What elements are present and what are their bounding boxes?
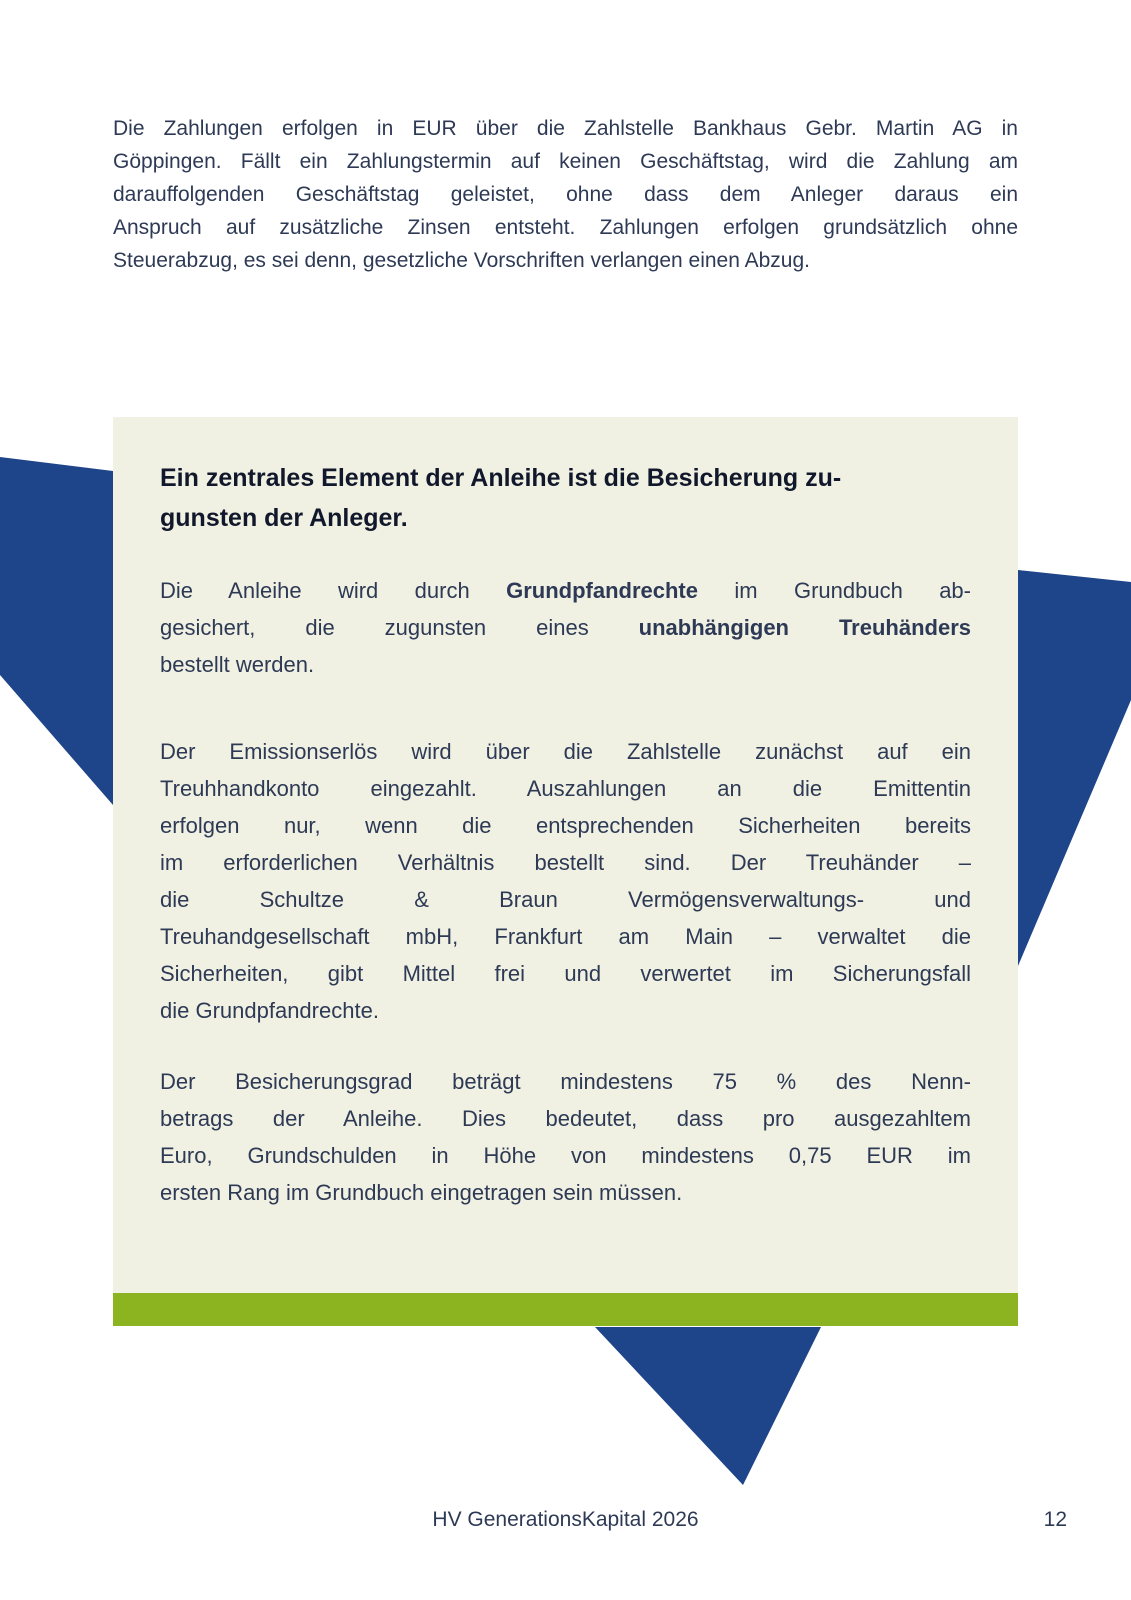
text-line: [160, 1137, 971, 1174]
text-line: [160, 646, 971, 683]
text-line: [160, 992, 971, 1029]
text-line: [160, 1174, 971, 1211]
text-line: [113, 211, 1018, 244]
text-line: [160, 955, 971, 992]
text-segment: betrags der Anleihe. Dies bedeutet, dass pro ausgezahltem: [160, 1106, 971, 1131]
text-segment: Sicherheiten, gibt Mittel frei und verwertet im Sicherungsfall: [160, 961, 971, 986]
text-line: [113, 112, 1018, 145]
text-segment: bestellt werden.: [160, 652, 315, 677]
text-segment: gesichert, die zugunsten eines: [160, 615, 639, 640]
text-segment: Anspruch auf zusätzliche Zinsen entsteht. Zahlungen erfolgen grundsätzlich ohne: [113, 216, 1018, 239]
text-segment: gunsten der Anleger.: [160, 504, 408, 532]
box-heading: [160, 458, 971, 538]
box-paragraph-trustee: [160, 733, 971, 1029]
text-segment: Ein zentrales Element der Anleihe ist die Besicherung zu-: [160, 464, 842, 492]
text-line: [160, 844, 971, 881]
footer-page-number: 12: [1043, 1508, 1067, 1531]
highlight-box: [113, 417, 1018, 1293]
left-accent-shape: [0, 457, 113, 807]
text-segment: die Grundpfandrechte.: [160, 998, 379, 1023]
right-accent-shape: [1018, 570, 1131, 966]
left-accent-polygon: [0, 457, 113, 805]
text-segment: Treuhandgesellschaft mbH, Frankfurt am Main – verwaltet die: [160, 924, 971, 949]
text-line: [160, 458, 971, 498]
text-segment: Göppingen. Fällt ein Zahlungstermin auf keinen Geschäftstag, wird die Zahlung am: [113, 150, 1018, 173]
text-line: [160, 572, 971, 609]
footer-doc-title: HV GenerationsKapital 2026: [432, 1508, 699, 1531]
text-segment: erfolgen nur, wenn die entsprechenden Sicherheiten bereits: [160, 813, 971, 838]
bold-text-segment: Grundpfandrechte: [506, 578, 698, 603]
text-line: [160, 609, 971, 646]
text-segment: im erforderlichen Verhältnis bestellt sind. Der Treuhänder –: [160, 850, 971, 875]
text-segment: Treuhhandkonto eingezahlt. Auszahlungen an die Emittentin: [160, 776, 971, 801]
bottom-accent-polygon: [595, 1327, 821, 1485]
text-segment: im Grundbuch ab-: [697, 578, 971, 603]
text-segment: darauffolgenden Geschäftstag geleistet, ohne dass dem Anleger daraus ein: [113, 183, 1018, 206]
text-segment: Euro, Grundschulden in Höhe von mindestens 0,75 EUR im: [160, 1143, 971, 1168]
text-line: [160, 881, 971, 918]
text-segment: ersten Rang im Grundbuch eingetragen sein müssen.: [160, 1180, 683, 1205]
box-paragraph-coverage: [160, 1063, 971, 1211]
text-segment: Die Zahlungen erfolgen in EUR über die Zahlstelle Bankhaus Gebr. Martin AG in: [113, 117, 1018, 140]
text-line: [113, 244, 1018, 277]
text-segment: die Schultze & Braun Vermögensverwaltungs- und: [160, 887, 971, 912]
text-segment: Steuerabzug, es sei denn, gesetzliche Vorschriften verlangen einen Abzug.: [113, 249, 810, 272]
bold-text-segment: unabhängigen Treuhänders: [638, 615, 971, 640]
text-line: [160, 770, 971, 807]
text-line: [160, 1100, 971, 1137]
bottom-accent-triangle: [595, 1327, 821, 1485]
text-line: [113, 178, 1018, 211]
text-line: [160, 733, 971, 770]
text-line: [160, 918, 971, 955]
text-line: [160, 1063, 971, 1100]
text-line: [113, 145, 1018, 178]
intro-paragraph: [113, 112, 1018, 277]
text-segment: Die Anleihe wird durch: [160, 578, 507, 603]
box-paragraph-collateral: [160, 572, 971, 683]
green-accent-bar: [113, 1293, 1018, 1326]
text-line: [160, 498, 971, 538]
text-segment: Der Emissionserlös wird über die Zahlstelle zunächst auf ein: [160, 739, 971, 764]
right-accent-polygon: [1018, 570, 1131, 966]
text-segment: Der Besicherungsgrad beträgt mindestens 75 % des Nenn-: [160, 1069, 971, 1094]
text-line: [160, 807, 971, 844]
